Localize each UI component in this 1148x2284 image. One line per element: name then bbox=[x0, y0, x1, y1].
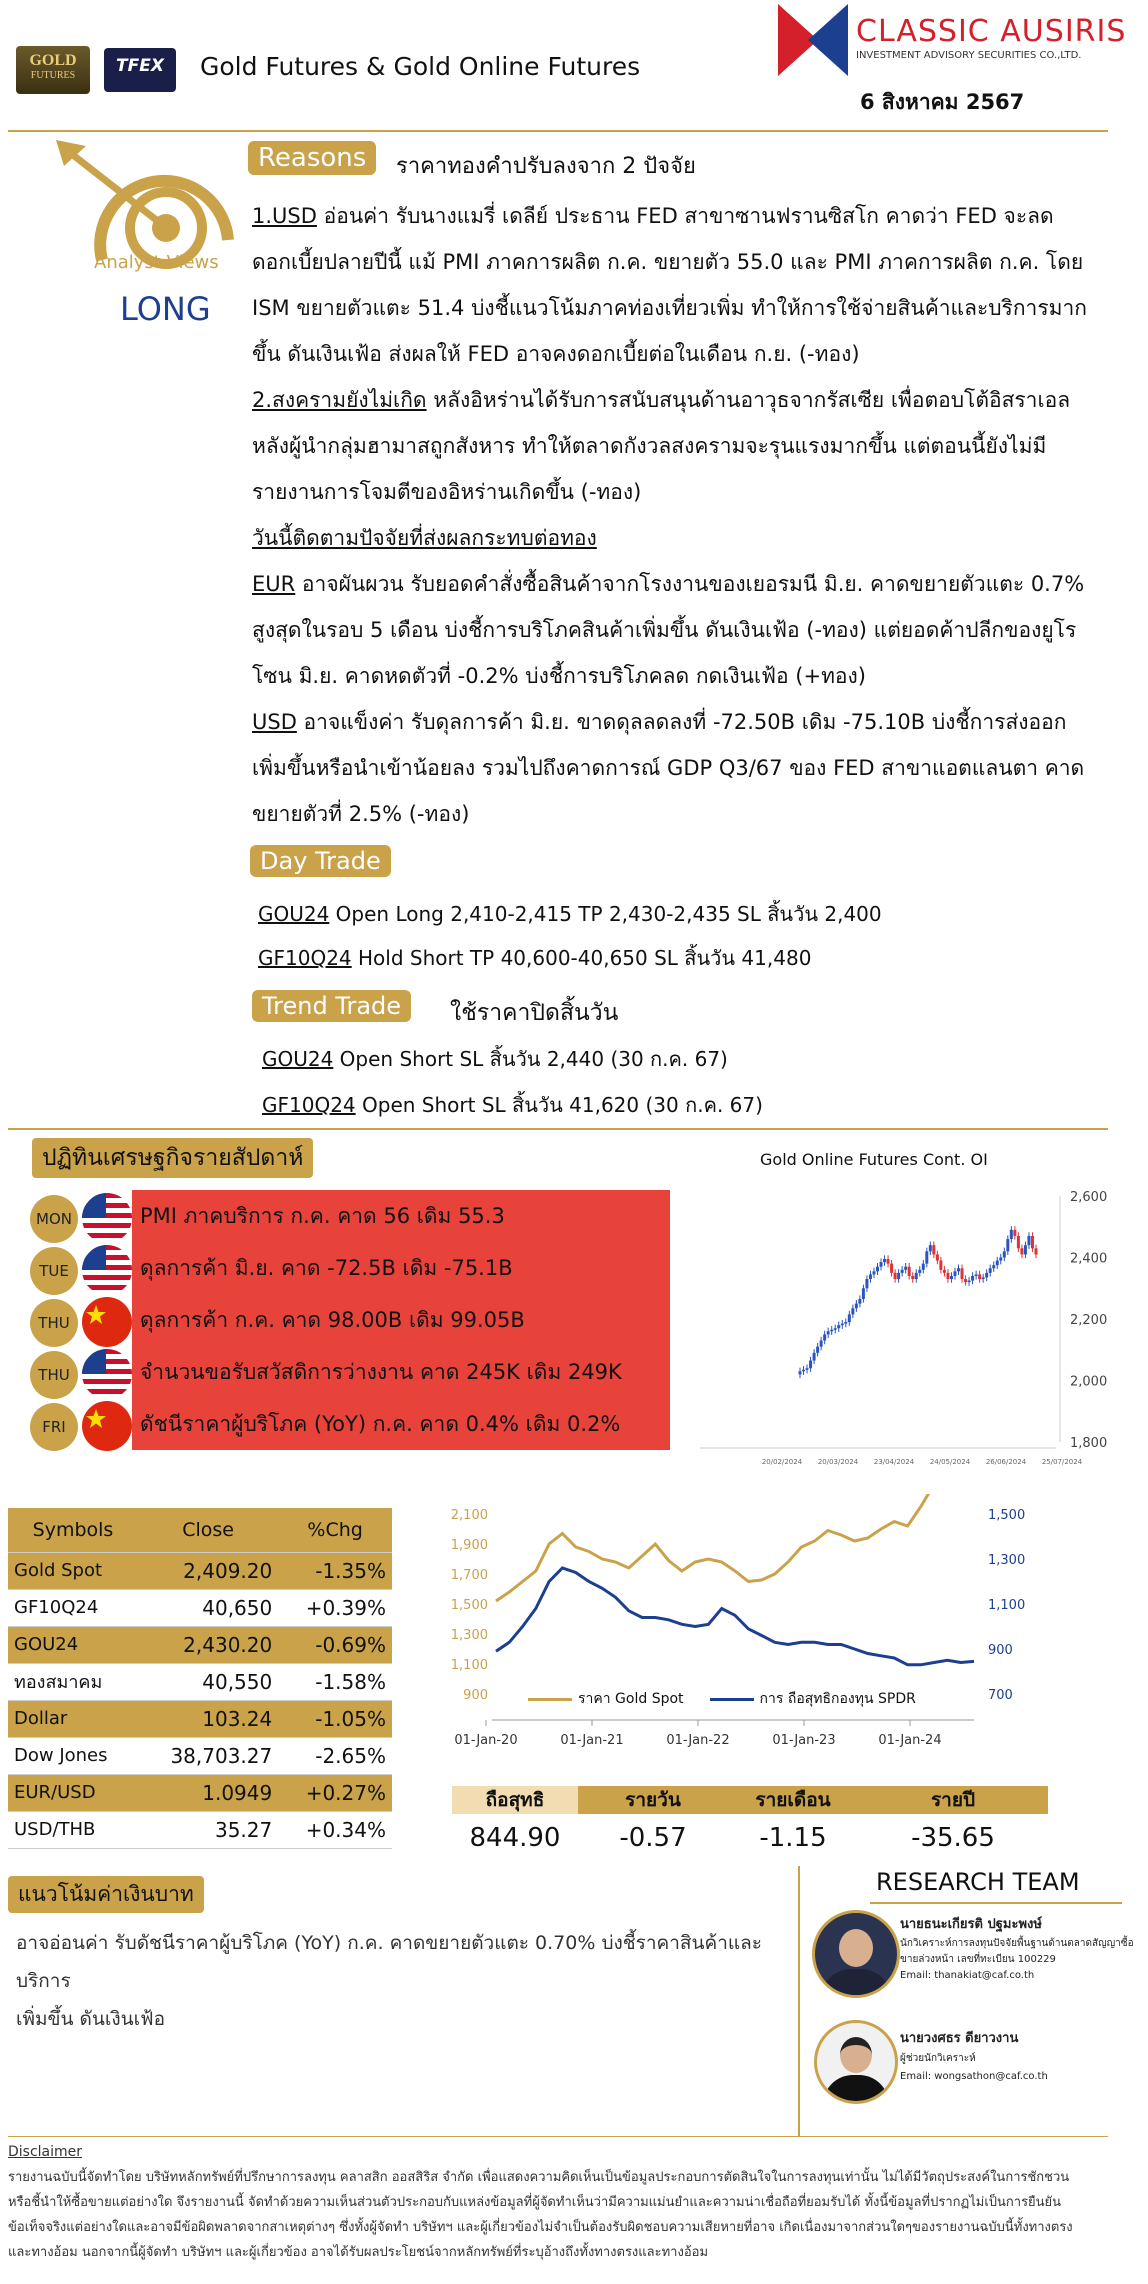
disclaimer bbox=[8, 2140, 1138, 2265]
summary-month-value: -1.15 bbox=[759, 1823, 827, 1853]
analyst-2-role: ผู้ช่วยนักวิเคราะห์ bbox=[900, 2053, 976, 2064]
table-cell-close: 2,409.20 bbox=[138, 1552, 278, 1589]
candle-body bbox=[996, 1261, 999, 1266]
calendar-row bbox=[30, 1190, 670, 1238]
table-cell-symbol: ทองสมาคม bbox=[8, 1663, 138, 1700]
candle-body bbox=[851, 1308, 854, 1314]
table-cell-symbol: EUR/USD bbox=[8, 1774, 138, 1811]
calendar-day: THU bbox=[30, 1299, 78, 1347]
y-right-tick-label: 700 bbox=[988, 1688, 1013, 1703]
candle-body bbox=[975, 1274, 978, 1276]
series-line-1 bbox=[496, 1568, 974, 1665]
candle-body bbox=[971, 1276, 974, 1281]
y-left-tick-label: 1,900 bbox=[450, 1538, 488, 1553]
y-right-tick-label: 1,500 bbox=[988, 1508, 1026, 1523]
header-close: Close bbox=[138, 1508, 278, 1552]
analyst-1-role-1: นักวิเคราะห์การลงทุนปัจจัยพื้นฐานด้านตลาดสัญญาซื้อ bbox=[900, 1938, 1134, 1949]
table-cell-close: 2,430.20 bbox=[138, 1626, 278, 1663]
calendar-event: ดุลการค้า ก.ค. คาด 98.00B เดิม 99.05B bbox=[132, 1294, 670, 1346]
spdr-summary bbox=[452, 1786, 1048, 1858]
table-cell-close: 38,703.27 bbox=[138, 1737, 278, 1774]
reason-2-lead: 2.สงครามยังไม่เกิด bbox=[252, 388, 427, 412]
analyst-1-avatar-body bbox=[821, 1969, 891, 1998]
candle-body bbox=[880, 1262, 883, 1267]
section-divider-1 bbox=[8, 1128, 1108, 1130]
x-tick-label: 01-Jan-22 bbox=[666, 1733, 730, 1748]
day-trade-gou24 bbox=[258, 892, 882, 936]
table-cell-close: 35.27 bbox=[138, 1811, 278, 1848]
trend-trade-gou24 bbox=[262, 1036, 763, 1082]
x-tick-label: 01-Jan-24 bbox=[878, 1733, 942, 1748]
day-trade-gf10q24 bbox=[258, 936, 882, 980]
candle-body bbox=[890, 1264, 893, 1273]
disclaimer-title: Disclaimer bbox=[8, 2144, 83, 2160]
y-tick-label: 2,600 bbox=[1070, 1190, 1108, 1205]
us-flag-icon bbox=[82, 1193, 132, 1243]
market-table bbox=[8, 1508, 392, 1849]
table-cell-symbol: Dollar bbox=[8, 1700, 138, 1737]
candle-body bbox=[939, 1261, 942, 1270]
candle-body bbox=[837, 1325, 840, 1328]
brand-name: CLASSIC AUSIRIS bbox=[856, 14, 1127, 49]
spdr-summary-header bbox=[452, 1786, 1048, 1814]
china-flag-icon bbox=[82, 1401, 132, 1451]
x-tick-label: 26/06/2024 bbox=[985, 1458, 1027, 1466]
analyst-1-name: นายธนะเกียรติ ปฐมะพงษ์ bbox=[900, 1917, 1042, 1932]
table-cell-chg: -1.35% bbox=[278, 1552, 392, 1589]
trend-trade-gou24-text: Open Short SL สิ้นวัน 2,440 (30 ก.ค. 67) bbox=[333, 1047, 728, 1071]
table-cell-symbol: GOU24 bbox=[8, 1626, 138, 1663]
table-cell-symbol: USD/THB bbox=[8, 1811, 138, 1848]
table-row bbox=[8, 1552, 392, 1589]
candle-body bbox=[802, 1370, 805, 1372]
calendar-row bbox=[30, 1294, 670, 1342]
x-tick-label: 25/07/2024 bbox=[1041, 1458, 1083, 1466]
baht-tag: แนวโน้มค่าเงินบาท bbox=[8, 1876, 204, 1913]
candle-body bbox=[820, 1341, 823, 1347]
eur-line-3: โซน มิ.ย. คาดหดตัวที่ -0.2% บ่งชี้การบริโภคลด กดเงินเฟ้อ (+ทอง) bbox=[252, 664, 866, 688]
candle-body bbox=[862, 1288, 865, 1299]
oi-candlestick-chart bbox=[680, 1180, 1140, 1480]
candle-body bbox=[943, 1270, 946, 1273]
table-cell-chg: +0.27% bbox=[278, 1774, 392, 1811]
candle-body bbox=[992, 1265, 995, 1268]
x-tick-label: 23/04/2024 bbox=[873, 1458, 915, 1466]
candle-body bbox=[953, 1271, 956, 1276]
tfex-logo-text: TFEX bbox=[116, 56, 164, 76]
trend-trade-gf10q24-symbol: GF10Q24 bbox=[262, 1093, 356, 1117]
candle-body bbox=[964, 1279, 967, 1282]
candle-body bbox=[922, 1264, 925, 1270]
candle-body bbox=[865, 1279, 868, 1288]
candle-body bbox=[957, 1268, 960, 1271]
candle-body bbox=[929, 1245, 932, 1251]
table-row bbox=[8, 1737, 392, 1774]
reason-2-line-2: หลังผู้นำกลุ่มฮามาสถูกสังหาร ทำให้ตลาดกังวลสงครามจะรุนแรงมากขึ้น แต่ตอนนี้ยังไม่มี bbox=[252, 434, 1047, 458]
candle-body bbox=[894, 1273, 897, 1279]
candle-body bbox=[848, 1314, 851, 1322]
usd-text: อาจแข็งค่า รับดุลการค้า มิ.ย. ขาดดุลลดลงที่ -72.50B เดิม -75.10B บ่งชี้การส่งออก bbox=[296, 710, 1067, 734]
trend-trade-gf10q24-text: Open Short SL สิ้นวัน 41,620 (30 ก.ค. 67) bbox=[355, 1093, 763, 1117]
candle-body bbox=[911, 1276, 914, 1279]
spdr-summary-values bbox=[452, 1818, 1048, 1858]
table-cell-symbol: Gold Spot bbox=[8, 1552, 138, 1589]
candle-body bbox=[925, 1251, 928, 1263]
summary-head-month: รายเดือน bbox=[728, 1786, 858, 1814]
candle-body bbox=[823, 1334, 826, 1340]
candle-body bbox=[834, 1328, 837, 1330]
candle-body bbox=[869, 1274, 872, 1279]
table-cell-chg: -0.69% bbox=[278, 1626, 392, 1663]
candle-body bbox=[918, 1270, 921, 1273]
eur-text: อาจผันผวน รับยอดคำสั่งซื้อสินค้าจากโรงงานของเยอรมนี มิ.ย. คาดขยายตัวแตะ 0.7% bbox=[295, 572, 1085, 596]
tfex-logo bbox=[104, 48, 176, 92]
eur-lead: EUR bbox=[252, 572, 296, 596]
y-tick-label: 2,400 bbox=[1070, 1251, 1108, 1267]
usd-line-3: ขยายตัวที่ 2.5% (-ทอง) bbox=[252, 802, 470, 826]
day-trade-gou24-text: Open Long 2,410-2,415 TP 2,430-2,435 SL สิ้นวัน 2,400 bbox=[329, 902, 882, 926]
y-tick-label: 1,800 bbox=[1070, 1436, 1108, 1451]
y-left-tick-label: 1,300 bbox=[450, 1628, 488, 1643]
research-title-underline bbox=[870, 1902, 1122, 1904]
analyst-1-info bbox=[900, 1914, 1134, 1984]
summary-day-value: -0.57 bbox=[619, 1823, 687, 1853]
day-trade-tag: Day Trade bbox=[250, 845, 391, 877]
us-flag-icon bbox=[82, 1349, 132, 1399]
usd-line-2: เพิ่มขึ้นหรือนำเข้าน้อยลง รวมไปถึงคาดการณ์ GDP Q3/67 ของ FED สาขาแอตแลนตา คาด bbox=[252, 756, 1085, 780]
x-tick-label: 01-Jan-23 bbox=[772, 1733, 836, 1748]
candle-body bbox=[904, 1267, 907, 1270]
summary-net-value: 844.90 bbox=[469, 1823, 561, 1853]
candle-body bbox=[932, 1245, 935, 1254]
eur-line-2: สูงสุดในรอบ 5 เดือน บ่งชี้การบริโภคสินค้าเพิ่มขึ้น ดันเงินเฟ้อ (-ทอง) แต่ยอดค้าปลีกของยูโร bbox=[252, 618, 1077, 642]
candle-body bbox=[989, 1268, 992, 1273]
candle-body bbox=[806, 1368, 809, 1370]
reason-2-text: หลังอิหร่านได้รับการสนับสนุนด้านอาวุธจากรัสเซีย เพื่อตอบโต้อิสราเอล bbox=[426, 388, 1071, 412]
candle-body bbox=[985, 1273, 988, 1278]
candle-body bbox=[876, 1267, 879, 1272]
trend-trade-gf10q24 bbox=[262, 1082, 763, 1128]
header-chg: %Chg bbox=[278, 1508, 392, 1552]
candle-body bbox=[855, 1304, 858, 1309]
header-symbols: Symbols bbox=[8, 1508, 138, 1552]
us-flag-icon bbox=[82, 1245, 132, 1295]
y-left-tick-label: 1,100 bbox=[450, 1658, 488, 1673]
trend-trade-gou24-symbol: GOU24 bbox=[262, 1047, 334, 1071]
candle-body bbox=[816, 1347, 819, 1353]
baht-line-1: อาจอ่อนค่า รับดัชนีราคาผู้บริโภค (YoY) ก.ค. คาดขยายตัวแตะ 0.70% บ่งชี้ราคาสินค้าและบริการ bbox=[16, 1932, 762, 1992]
y-left-tick-label: 1,500 bbox=[450, 1598, 488, 1613]
baht-text bbox=[16, 1924, 786, 2038]
calendar-day: MON bbox=[30, 1195, 78, 1243]
oi-chart-title: Gold Online Futures Cont. OI bbox=[760, 1150, 988, 1169]
line-chart-legend bbox=[528, 1688, 916, 1710]
header-divider bbox=[8, 130, 1108, 132]
calendar-day: THU bbox=[30, 1351, 78, 1399]
candle-body bbox=[1017, 1236, 1020, 1248]
reason-1-line-2: ดอกเบี้ยปลายปีนี้ แม้ PMI ภาคการผลิต ก.ค. ขยายตัว 55.0 และ PMI ภาคการผลิต ก.ค. โดย bbox=[252, 250, 1084, 274]
target-arrow-icon bbox=[56, 140, 236, 270]
disclaimer-line-4: และทางอ้อม นอกจากนี้ผู้จัดทำ บริษัทฯ และผู้เกี่ยวข้อง อาจได้รับผลประโยชน์จากหลักทรัพย์ที่ระบุอ้างถึงทั้งทางตรงและทางอ้อม bbox=[8, 2245, 709, 2260]
summary-head-day: รายวัน bbox=[578, 1786, 728, 1814]
series-line-0 bbox=[496, 1494, 974, 1601]
reasons-headline: ราคาทองคำปรับลงจาก 2 ปัจจัย bbox=[396, 154, 696, 179]
footer-divider bbox=[8, 2136, 1108, 2137]
trend-trade-tag: Trend Trade bbox=[252, 990, 411, 1022]
candle-body bbox=[872, 1271, 875, 1274]
legend-gold-spot bbox=[528, 1688, 684, 1710]
day-trade-lines bbox=[258, 892, 882, 980]
candle-body bbox=[901, 1270, 904, 1273]
table-cell-symbol: Dow Jones bbox=[8, 1737, 138, 1774]
gold-logo-top: GOLD bbox=[29, 52, 77, 69]
x-tick-label: 20/03/2024 bbox=[817, 1458, 859, 1466]
table-row bbox=[8, 1811, 392, 1848]
analyst-1-avatar bbox=[812, 1910, 900, 1998]
candle-body bbox=[858, 1299, 861, 1304]
table-cell-close: 1.0949 bbox=[138, 1774, 278, 1811]
reason-1-lead: 1.USD bbox=[252, 204, 317, 228]
analyst-1-role-2: ขายล่วงหน้า เลขที่ทะเบียน 100229 bbox=[900, 1954, 1056, 1965]
reason-2-line-3: รายงานการโจมตีของอิหร่านเกิดขึ้น (-ทอง) bbox=[252, 480, 642, 504]
candle-body bbox=[936, 1254, 939, 1260]
calendar-row bbox=[30, 1242, 670, 1290]
candle-body bbox=[813, 1353, 816, 1361]
candle-body bbox=[1024, 1245, 1027, 1254]
table-row bbox=[8, 1663, 392, 1700]
candle-body bbox=[827, 1331, 830, 1334]
analyst-1-email: Email: thanakiat@caf.co.th bbox=[900, 1970, 1035, 1981]
candle-body bbox=[830, 1330, 833, 1332]
legend-gold-spot-swatch bbox=[528, 1698, 572, 1701]
table-cell-chg: -2.65% bbox=[278, 1737, 392, 1774]
calendar-list bbox=[0, 1190, 680, 1460]
page-title: Gold Futures & Gold Online Futures bbox=[200, 52, 641, 81]
calendar-event: PMI ภาคบริการ ก.ค. คาด 56 เดิม 55.3 bbox=[132, 1190, 670, 1242]
reason-2-line-1 bbox=[252, 377, 1132, 423]
candle-body bbox=[883, 1259, 886, 1262]
candle-body bbox=[887, 1259, 890, 1264]
candle-body bbox=[950, 1276, 953, 1279]
market-table-header bbox=[8, 1508, 392, 1552]
y-left-tick-label: 1,700 bbox=[450, 1568, 488, 1583]
y-tick-label: 2,200 bbox=[1070, 1313, 1108, 1328]
candle-body bbox=[982, 1277, 985, 1279]
legend-spdr-label: การ ถือสุทธิกองทุน SPDR bbox=[759, 1691, 916, 1707]
gold-logo-bottom: FUTURES bbox=[30, 70, 76, 81]
baht-line-2: เพิ่มขึ้น ดันเงินเฟ้อ bbox=[16, 2008, 166, 2030]
candle-body bbox=[1010, 1230, 1013, 1239]
candle-body bbox=[908, 1267, 911, 1276]
reason-1-line-1 bbox=[252, 193, 1132, 239]
summary-head-year: รายปี bbox=[858, 1786, 1048, 1814]
analyst-2-info bbox=[900, 2028, 1048, 2086]
usd-lead: USD bbox=[252, 710, 297, 734]
eur-line-1 bbox=[252, 561, 1132, 607]
candle-body bbox=[1035, 1248, 1038, 1254]
table-cell-chg: +0.39% bbox=[278, 1589, 392, 1626]
table-row bbox=[8, 1589, 392, 1626]
brand-subtitle: INVESTMENT ADVISORY SECURITIES CO.,LTD. bbox=[856, 50, 1082, 61]
day-trade-gou24-symbol: GOU24 bbox=[258, 902, 330, 926]
china-flag-icon bbox=[82, 1297, 132, 1347]
legend-gold-spot-label: ราคา Gold Spot bbox=[578, 1691, 684, 1707]
y-left-tick-label: 900 bbox=[463, 1688, 488, 1703]
reason-1-line-3: ISM ขยายตัวแตะ 51.4 บ่งชี้แนวโน้มภาคท่องเที่ยวเพิ่ม ทำให้การใช้จ่ายสินค้าและบริการมาก bbox=[252, 296, 1087, 320]
candle-body bbox=[841, 1324, 844, 1326]
analyst-2-email: Email: wongsathon@caf.co.th bbox=[900, 2071, 1048, 2082]
summary-head-net: ถือสุทธิ bbox=[452, 1786, 578, 1814]
reasons-tag: Reasons bbox=[248, 141, 376, 175]
analyst-views-label: Analyst Views bbox=[94, 252, 219, 273]
calendar-event: ดัชนีราคาผู้บริโภค (YoY) ก.ค. คาด 0.4% เดิม 0.2% bbox=[132, 1398, 670, 1450]
candle-body bbox=[897, 1273, 900, 1279]
analyst-view-value: LONG bbox=[120, 290, 211, 328]
candle-body bbox=[799, 1371, 802, 1374]
candle-body bbox=[1013, 1230, 1016, 1236]
research-team-title: RESEARCH TEAM bbox=[876, 1868, 1080, 1896]
calendar-day: FRI bbox=[30, 1403, 78, 1451]
reasons-body bbox=[252, 193, 1132, 837]
usd-line-1 bbox=[252, 699, 1132, 745]
candle-body bbox=[946, 1273, 949, 1279]
candle-body bbox=[961, 1268, 964, 1279]
research-divider bbox=[798, 1866, 800, 2136]
candle-body bbox=[1031, 1236, 1034, 1248]
gold-futures-logo bbox=[16, 46, 90, 94]
calendar-row bbox=[30, 1346, 670, 1394]
candle-body bbox=[844, 1322, 847, 1324]
candle-body bbox=[1020, 1248, 1023, 1254]
trend-trade-lines bbox=[262, 1036, 763, 1128]
table-cell-chg: -1.58% bbox=[278, 1663, 392, 1700]
calendar-event: จำนวนขอรับสวัสดิการว่างงาน คาด 245K เดิม 249K bbox=[132, 1346, 670, 1398]
trend-trade-note: ใช้ราคาปิดสิ้นวัน bbox=[450, 1000, 619, 1026]
candle-body bbox=[915, 1273, 918, 1279]
calendar-day: TUE bbox=[30, 1247, 78, 1295]
table-cell-close: 40,550 bbox=[138, 1663, 278, 1700]
legend-spdr-swatch bbox=[710, 1698, 754, 1701]
analyst-2-avatar-head bbox=[840, 2037, 872, 2073]
x-tick-label: 01-Jan-20 bbox=[454, 1733, 518, 1748]
y-right-tick-label: 1,100 bbox=[988, 1598, 1026, 1613]
table-cell-chg: +0.34% bbox=[278, 1811, 392, 1848]
table-cell-close: 40,650 bbox=[138, 1589, 278, 1626]
analyst-2-avatar-body bbox=[823, 2075, 889, 2104]
table-cell-symbol: GF10Q24 bbox=[8, 1589, 138, 1626]
candle-body bbox=[809, 1361, 812, 1369]
gold-spdr-line-chart bbox=[436, 1494, 1036, 1764]
x-tick-label: 01-Jan-21 bbox=[560, 1733, 624, 1748]
reason-1-line-4: ขึ้น ดันเงินเฟ้อ ส่งผลให้ FED อาจคงดอกเบี้ยต่อในเดือน ก.ย. (-ทอง) bbox=[252, 342, 860, 366]
analyst-1-avatar-head bbox=[839, 1929, 873, 1967]
summary-year-value: -35.65 bbox=[911, 1823, 995, 1853]
disclaimer-line-2: หรือชี้นำให้ซื้อขายแต่อย่างใด จึงรายงานนี้ จัดทำด้วยความเห็นส่วนตัวประกอบกับแหล่งข้อมูลที่ผู้จัดทำเห็นว่ามีความแม่นยำและความน่าเชื่อถือที่ยอมรับได้ ทั้งนี้ข้อมูลที่ปรากฏไม่เป็นการยืนยัน bbox=[8, 2195, 1062, 2210]
calendar-row bbox=[30, 1398, 670, 1446]
y-right-tick-label: 900 bbox=[988, 1643, 1013, 1658]
table-row bbox=[8, 1626, 392, 1663]
y-right-tick-label: 1,300 bbox=[988, 1553, 1026, 1568]
candle-body bbox=[1003, 1251, 1006, 1257]
table-row bbox=[8, 1700, 392, 1737]
analyst-2-name: นายวงศธร ดียาวงาน bbox=[900, 2031, 1019, 2046]
candle-body bbox=[1006, 1239, 1009, 1251]
report-date: 6 สิงหาคม 2567 bbox=[860, 90, 1025, 114]
calendar-event: ดุลการค้า มิ.ย. คาด -72.5B เดิม -75.1B bbox=[132, 1242, 670, 1294]
y-tick-label: 2,000 bbox=[1070, 1374, 1108, 1390]
disclaimer-line-3: ข้อเท็จจริงแต่อย่างใดและอาจมีข้อผิดพลาดจากสาเหตุต่างๆ ซึ่งทั้งผู้จัดทำ บริษัทฯ และผู้เกี่ยวข้องไม่จำเป็นต้องรับผิดชอบความเสียหายที่อาจ เกิดเนื่องมาจากส่วนใดๆของรายงานฉบับนี้ทั้งทางตรง bbox=[8, 2220, 1073, 2235]
calendar-tag: ปฏิทินเศรษฐกิจรายสัปดาห์ bbox=[32, 1138, 313, 1178]
reason-1-text: อ่อนค่า รับนางแมรี่ เดลีย์ ประธาน FED สาขาซานฟรานซิสโก คาดว่า FED จะลด bbox=[316, 204, 1054, 228]
table-row bbox=[8, 1774, 392, 1811]
candle-body bbox=[1027, 1236, 1030, 1245]
day-trade-gf10q24-symbol: GF10Q24 bbox=[258, 946, 352, 970]
candle-body bbox=[999, 1258, 1002, 1261]
x-tick-label: 20/02/2024 bbox=[761, 1458, 803, 1466]
classic-ausiris-logo-mark bbox=[778, 4, 848, 76]
table-cell-close: 103.24 bbox=[138, 1700, 278, 1737]
day-trade-gf10q24-text: Hold Short TP 40,600-40,650 SL สิ้นวัน 41,480 bbox=[351, 946, 812, 970]
x-tick-label: 24/05/2024 bbox=[929, 1458, 971, 1466]
analyst-2-avatar bbox=[814, 2020, 898, 2104]
candle-body bbox=[978, 1274, 981, 1279]
table-cell-chg: -1.05% bbox=[278, 1700, 392, 1737]
legend-spdr bbox=[710, 1688, 916, 1710]
y-left-tick-label: 2,100 bbox=[450, 1508, 488, 1523]
candle-body bbox=[968, 1281, 971, 1283]
disclaimer-line-1: รายงานฉบับนี้จัดทำโดย บริษัทหลักทรัพย์ที่ปรึกษาการลงทุน คลาสสิก ออสสิริส จำกัด เพื่อแสดงความคิดเห็นเป็นข้อมูลประกอบการตัดสินใจในการลงทุนเท่านั้น ไม่ได้มีวัตถุประสงค์ในการชักชวน bbox=[8, 2170, 1070, 2185]
today-heading: วันนี้ติดตามปัจจัยที่ส่งผลกระทบต่อทอง bbox=[252, 526, 597, 550]
